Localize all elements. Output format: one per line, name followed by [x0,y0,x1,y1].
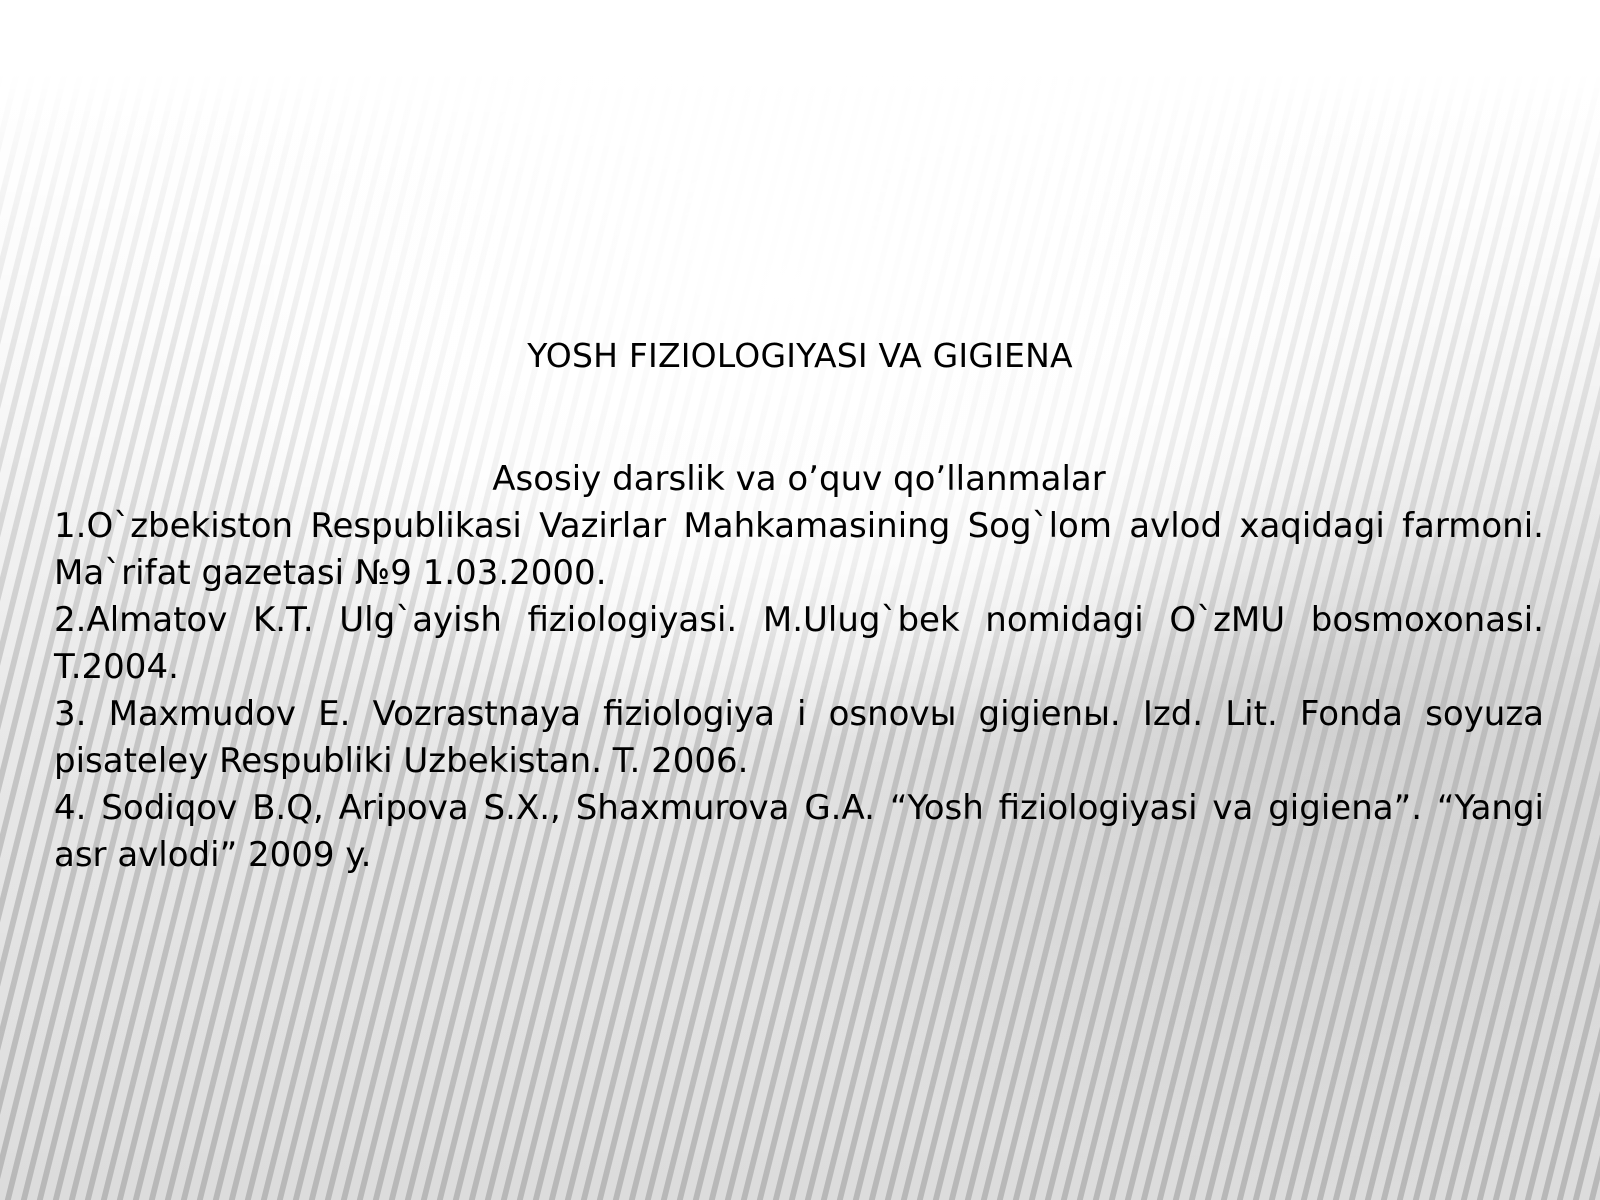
slide-subtitle: Asosiy darslik va o’quv qo’llanmalar [492,459,1106,499]
reference-item: 4. Sodiqov B.Q, Aripova S.X., Shaxmurova G.A. “Yosh fiziologiyasi va gigiena”. “Yangi asr avlodi” 2009 y. [54,788,1544,875]
slide-content [54,456,1544,879]
reference-item: 3. Maxmudov E. Vozrastnaya fiziologiya i osnovы gigienы. Izd. Lit. Fonda soyuza pisateley Respubliki Uzbekistan. T. 2006. [54,694,1544,781]
reference-item: 2.Almatov K.T. Ulg`ayish fiziologiyasi. M.Ulug`bek nomidagi O`zMU bosmoxonasi. T.2004. [54,600,1544,687]
slide-title: YOSH FIZIOLOGIYASI VA GIGIENA [527,336,1073,375]
reference-item: 1.O`zbekiston Respublikasi Vazirlar Mahkamasining Sog`lom avlod xaqidagi farmoni. Ma`rifat gazetasi №9 1.03.2000. [54,506,1544,593]
